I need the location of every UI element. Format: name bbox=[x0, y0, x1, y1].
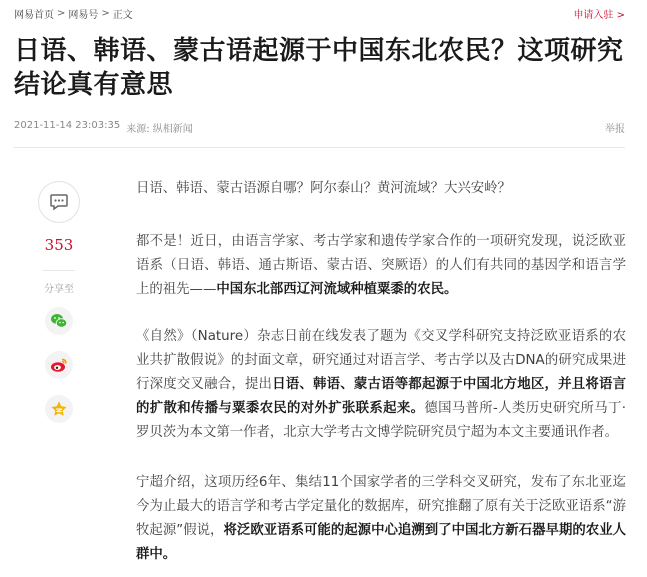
article-meta bbox=[14, 120, 193, 135]
header-divider bbox=[14, 147, 625, 148]
breadcrumb-current: 正文 bbox=[112, 10, 133, 21]
breadcrumb-separator: > bbox=[101, 8, 110, 19]
breadcrumb-163-account[interactable]: 网易号 bbox=[68, 10, 99, 21]
paragraph-2 bbox=[136, 230, 626, 302]
breadcrumb-separator: > bbox=[57, 8, 66, 19]
share-weibo-button[interactable] bbox=[45, 351, 73, 379]
paragraph-2-text: 都不是！近日，由语言学家、考古学家和遗传学家合作的一项研究发现，说泛欧亚语系（日语、韩语、通古斯语、蒙古语、突厥语）的人们有共同的基因学和语言学上的祖先—— bbox=[136, 234, 626, 297]
sidebar-divider bbox=[43, 270, 75, 271]
apply-join-link[interactable]: 申请入驻 > bbox=[573, 10, 625, 21]
paragraph-3-text: 《自然》（Nature）杂志日前在线发表了题为《交叉学科研究支持泛欧亚语系的农业共扩散假说》的封面文章，研究通过对语言学、考古学以及古DNA的研究成果进行深度交叉融合，提出 bbox=[136, 329, 626, 392]
wechat-icon bbox=[50, 313, 68, 329]
paragraph-1-text: 日语、韩语、蒙古语源自哪？阿尔泰山？黄河流域？大兴安岭？ bbox=[136, 181, 511, 196]
share-wechat-button[interactable] bbox=[45, 307, 73, 335]
paragraph-3 bbox=[136, 325, 626, 445]
breadcrumb bbox=[14, 6, 133, 21]
paragraph-2-bold: 中国东北部西辽河流域种植粟黍的农民。 bbox=[216, 282, 458, 297]
qzone-icon bbox=[50, 400, 68, 418]
comment-bubble-icon bbox=[49, 193, 69, 211]
paragraph-4 bbox=[136, 471, 626, 567]
breadcrumb-home[interactable]: 网易首页 bbox=[14, 10, 54, 21]
comment-count[interactable]: 353 bbox=[44, 236, 74, 254]
comment-button[interactable] bbox=[38, 181, 80, 223]
share-qzone-button[interactable] bbox=[45, 395, 73, 423]
paragraph-4-text: 宁超介绍，这项历经6年、集结11个国家学者的三学科交叉研究，发布了东北亚迄今为止最大的语言学和考古学定量化的数据库，研究推翻了原有关于泛欧亚语系“游牧起源”假说， bbox=[136, 475, 626, 538]
paragraph-1 bbox=[136, 177, 626, 201]
paragraph-3-tail: 德国马普所-人类历史研究所马丁·罗贝茨为本文第一作者，北京大学考古文博学院研究员宁超为本文主要通讯作者。 bbox=[136, 401, 626, 440]
top-bar bbox=[0, 0, 647, 24]
paragraph-3-bold: 日语、韩语、蒙古语等都起源于中国北方地区，并且将语言的扩散和传播与粟黍农民的对外扩张联系起来。 bbox=[136, 377, 627, 416]
report-link[interactable]: 举报 bbox=[605, 124, 625, 135]
article-datetime: 2021-11-14 23:03:35 bbox=[14, 120, 121, 131]
weibo-icon bbox=[50, 357, 68, 373]
article-source: 来源: 纵相新闻 bbox=[126, 124, 193, 135]
article-title: 日语、韩语、蒙古语起源于中国东北农民？这项研究结论真有意思 bbox=[14, 36, 624, 100]
share-label: 分享至 bbox=[44, 284, 74, 295]
paragraph-4-bold: 将泛欧亚语系可能的起源中心追溯到了中国北方新石器早期的农业人群中。 bbox=[136, 523, 627, 562]
